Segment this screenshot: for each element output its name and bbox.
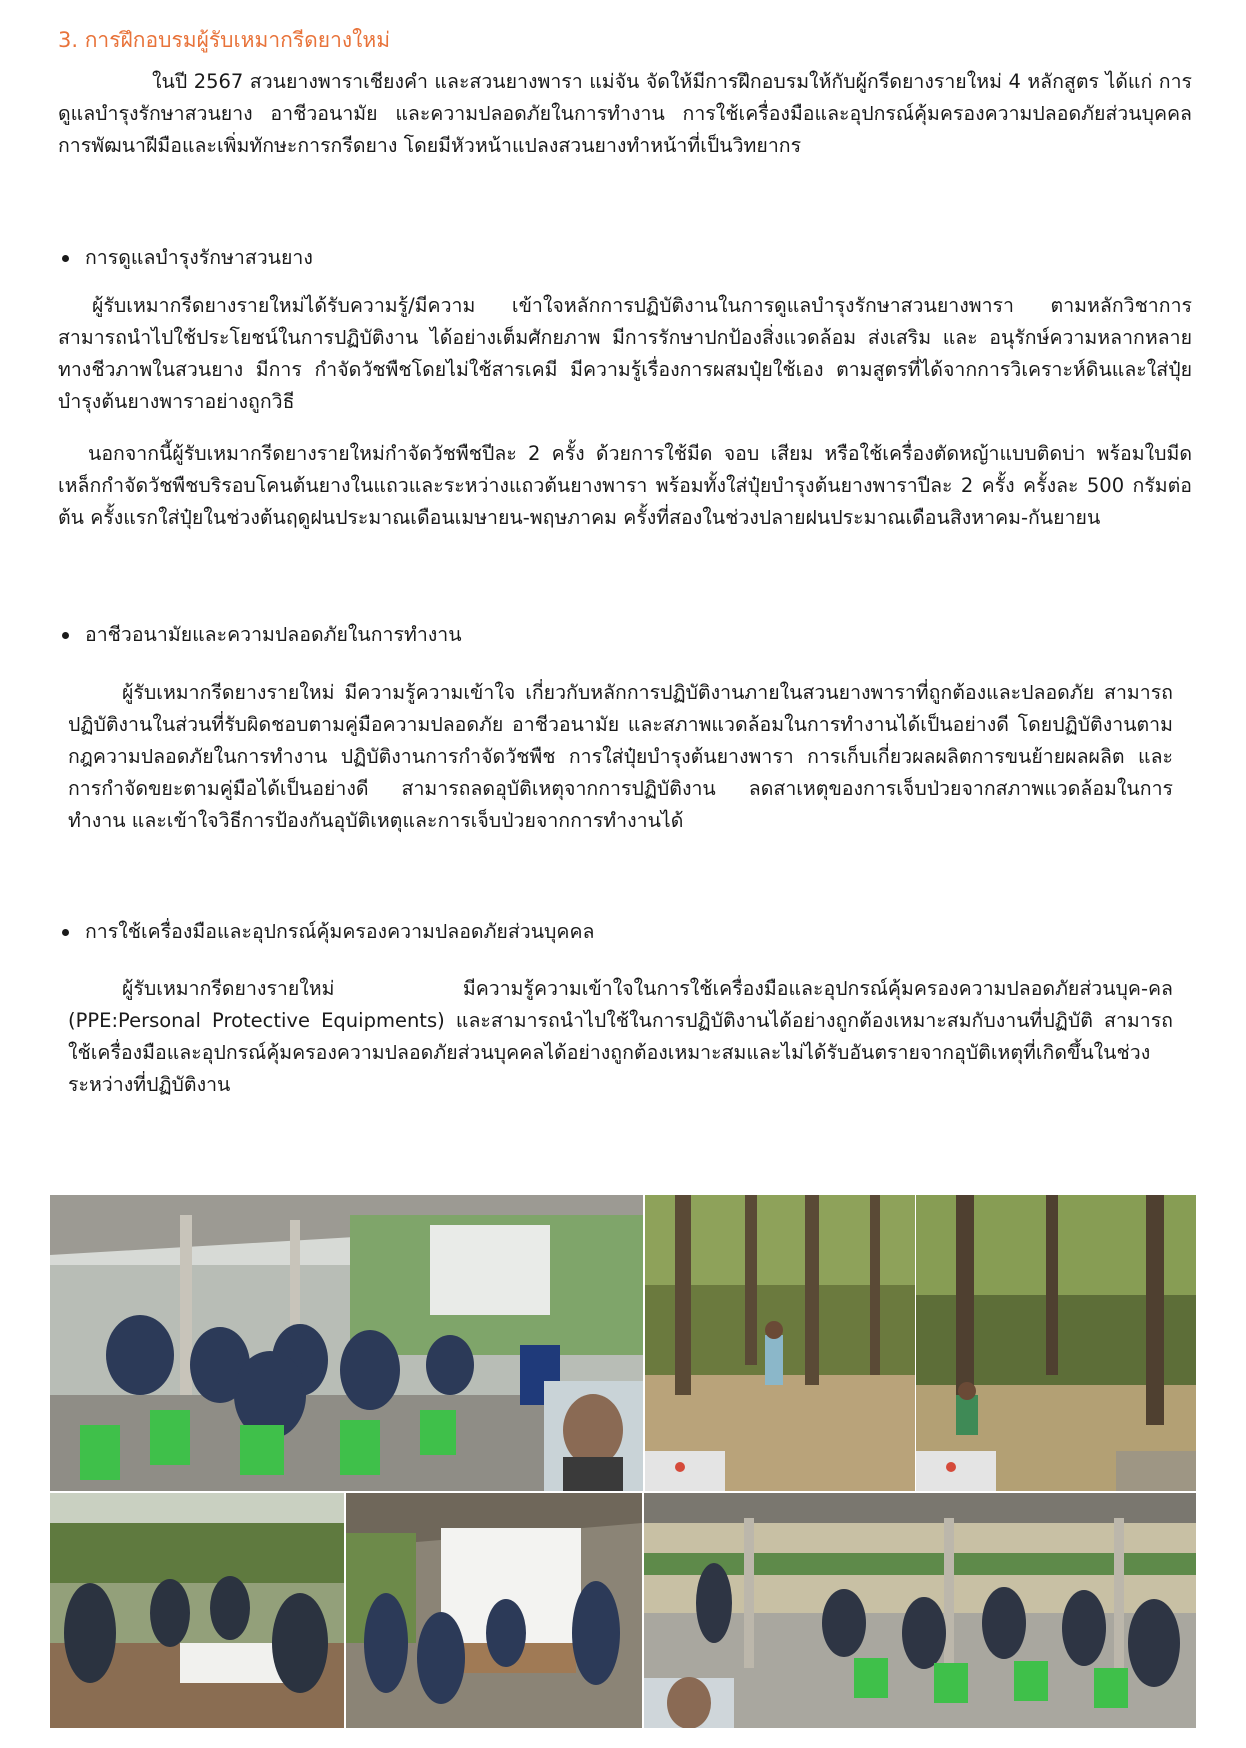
intro-paragraph: ในปี 2567 สวนยางพาราเชียงคำ และสวนยางพารา แม่จัน จัดให้มีการฝึกอบรมให้กับผู้กรีดยางรายใหม่ 4 หลักสูตร ได้แก่ การดูแลบำรุงรักษาสวนยาง อาชีวอนามัย และความปลอดภัยในการทำงาน การใช้เครื่องมือและอุปกรณ์คุ้มครองความปลอดภัยส่วนบุคคล การพัฒนาฝีมือและเพิ่มทักษะการกรีดยาง โดยมีหัวหน้าแปลงสวนยางทำหน้าที่เป็นวิทยากร — [58, 70, 1192, 157]
section-heading: 3. การฝึกอบรมผู้รับเหมากรีดยางใหม่ — [58, 28, 391, 52]
occupational-health-paragraph: ผู้รับเหมากรีดยางรายใหม่ มีความรู้ความเข้าใจ เกี่ยวกับหลักการปฏิบัติงานภายในสวนยางพาราที่ถูกต้องและปลอดภัย สามารถปฏิบัติงานในส่วนที่รับผิดชอบตามคู่มือความปลอดภัย อาชีวอนามัย และสภาพแวดล้อมในการทำงานได้เป็นอย่างดี โดยปฏิบัติงานตามกฎความปลอดภัยในการทำงาน ปฏิบัติงานการกำจัดวัชพืช การใส่ปุ๋ยบำรุงต้นยางพารา การเก็บเกี่ยวผลผลิตการขนย้ายผลผลิต และการกำจัดขยะตามคู่มือได้เป็นอย่างดี สามารถลดอุบัติเหตุจากการปฏิบัติงาน ลดสาเหตุของการเจ็บป่วยจากสภาพแวดล้อมในการทำงาน และเข้าใจวิธีการป้องกันอุบัติเหตุและการเจ็บป่วยจากการทำงานได้ — [68, 681, 1173, 832]
topic-bullet-occupational-health — [62, 620, 462, 650]
topic-title: อาชีวอนามัยและความปลอดภัยในการทำงาน — [85, 623, 462, 646]
bullet-dot-icon — [62, 929, 69, 936]
ppe-paragraph: ผู้รับเหมากรีดยางรายใหม่ มีความรู้ความเข้าใจในการใช้เครื่องมือและอุปกรณ์คุ้มครองความปลอดภัยส่วนบุค-คล (PPE:Personal Protective Equipments) และสามารถนำไปใช้ในการปฏิบัติงานได้อย่างถูกต้องเหมาะสมกับงานที่ปฏิบัติ สามารถใช้เครื่องมือและอุปกรณ์คุ้มครองความปลอดภัยส่วนบุคคลได้อย่างถูกต้องเหมาะสมและไม่ได้รับอันตรายจากอุบัติเหตุที่เกิดขึ้นในช่วงระหว่างที่ปฏิบัติงาน — [68, 977, 1173, 1096]
group-training-photo — [644, 1493, 1196, 1728]
rubber-plantation-worker-photo-1 — [645, 1195, 915, 1491]
rubber-plantation-worker-photo-2 — [916, 1195, 1196, 1491]
topic-title: การใช้เครื่องมือและอุปกรณ์คุ้มครองความปลอดภัยส่วนบุคคล — [85, 920, 595, 943]
training-under-shed-photo — [50, 1195, 643, 1491]
maintenance-paragraph-1: ผู้รับเหมากรีดยางรายใหม่ได้รับความรู้/มีความ เข้าใจหลักการปฏิบัติงานในการดูแลบำรุงรักษาสวนยางพารา ตามหลักวิชาการ สามารถนำไปใช้ประโยชน์ในการปฏิบัติงาน ได้อย่างเต็มศักยภาพ มีการรักษาปกป้องสิ่งแวดล้อม ส่งเสริม และ อนุรักษ์ความหลากหลายทางชีวภาพในสวนยาง มีการ กำจัดวัชพืชโดยไม่ใช้สารเคมี มีความรู้เรื่องการผสมปุ๋ยใช้เอง ตามสูตรที่ได้จากการวิเคราะห์ดินและใส่ปุ๋ยบำรุงต้นยางพาราอย่างถูกวิธี — [58, 294, 1192, 413]
maintenance-paragraph-2: นอกจากนี้ผู้รับเหมากรีดยางรายใหม่กำจัดวัชพืชปีละ 2 ครั้ง ด้วยการใช้มีด จอบ เสียม หรือใช้เครื่องตัดหญ้าแบบติดบ่า พร้อมใบมีดเหล็กกำจัดวัชพืชบริรอบโคนต้นยางในแถวและระหว่างแถวต้นยางพารา พร้อมทั้งใส่ปุ๋ยบำรุงต้นยางพาราปีละ 2 ครั้ง ครั้งละ 500 กรัมต่อต้น ครั้งแรกใส่ปุ๋ยในช่วงต้นฤดูฝนประมาณเดือนเมษายน-พฤษภาคม ครั้งที่สองในช่วงปลายฝนประมาณเดือนสิงหาคม-กันยายน — [58, 442, 1192, 529]
bullet-dot-icon — [62, 632, 69, 639]
bullet-dot-icon — [62, 255, 69, 262]
document-signing-photo — [346, 1493, 642, 1728]
topic-bullet-ppe — [62, 917, 594, 947]
outdoor-briefing-photo — [50, 1493, 344, 1728]
topic-title: การดูแลบำรุงรักษาสวนยาง — [85, 246, 313, 269]
topic-bullet-maintenance — [62, 243, 313, 273]
